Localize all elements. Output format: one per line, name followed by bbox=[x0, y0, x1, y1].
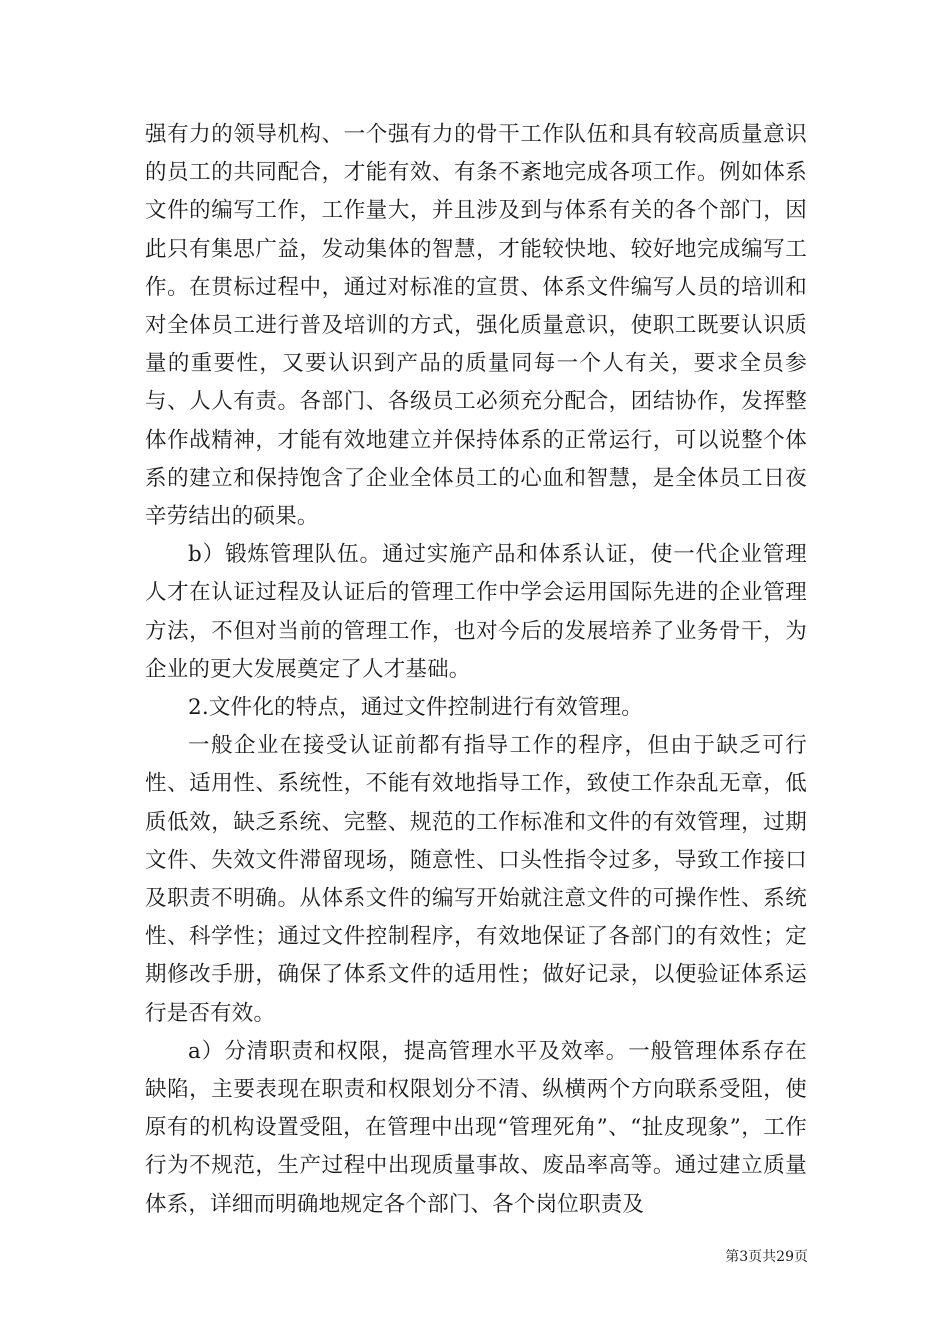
body-text bbox=[145, 116, 807, 1224]
paragraph-b-management-team: b）锻炼管理队伍。通过实施产品和体系认证，使一代企业管理人才在认证过程及认证后的管理工作中学会运用国际先进的企业管理方法，不但对当前的管理工作，也对今后的发展培养了业务骨干，为企业的更大发展奠定了人才基础。 bbox=[145, 542, 807, 682]
paragraph-a-responsibilities: a）分清职责和权限，提高管理水平及效率。一般管理体系存在缺陷，主要表现在职责和权限划分不清、纵横两个方向联系受阻，使原有的机构设置受阻，在管理中出现“管理死角”、“扯皮现象”，工作行为不规范，生产过程中出现质量事故、废品率高等。通过建立质量体系，详细而明确地规定各个部门、各个岗位职责及 bbox=[145, 1038, 807, 1217]
section-heading-documentation: 2.文件化的特点，通过文件控制进行有效管理。 bbox=[188, 695, 643, 721]
paragraph-document-control: 一般企业在接受认证前都有指导工作的程序，但由于缺乏可行性、适用性、系统性，不能有效地指导工作，致使工作杂乱无章，低质低效，缺乏系统、完整、规范的工作标准和文件的有效管理，过期文件、失效文件滞留现场，随意性、口头性指令过多，导致工作接口及职责不明确。从体系文件的编写开始就注意文件的可操作性、系统性、科学性；通过文件控制程序，有效地保证了各部门的有效性；定期修改手册，确保了体系文件的适用性；做好记录，以便验证体系运行是否有效。 bbox=[145, 733, 807, 1026]
paragraph-continuation: 强有力的领导机构、一个强有力的骨干工作队伍和具有较高质量意识的员工的共同配合，才能有效、有条不紊地完成各项工作。例如体系文件的编写工作，工作量大，并且涉及到与体系有关的各个部门，因此只有集思广益，发动集体的智慧，才能较快地、较好地完成编写工作。在贯标过程中，通过对标准的宣贯、体系文件编写人员的培训和对全体员工进行普及培训的方式，强化质量意识，使职工既要认识质量的重要性，又要认识到产品的质量同每一个人有关，要求全员参与、人人有责。各部门、各级员工必须充分配合，团结协作，发挥整体作战精神，才能有效地建立并保持体系的正常运行，可以说整个体系的建立和保持饱含了企业全体员工的心血和智慧，是全体员工日夜辛劳结出的硕果。 bbox=[145, 122, 807, 530]
page-number-footer: 第3页共29页 bbox=[725, 1249, 808, 1265]
